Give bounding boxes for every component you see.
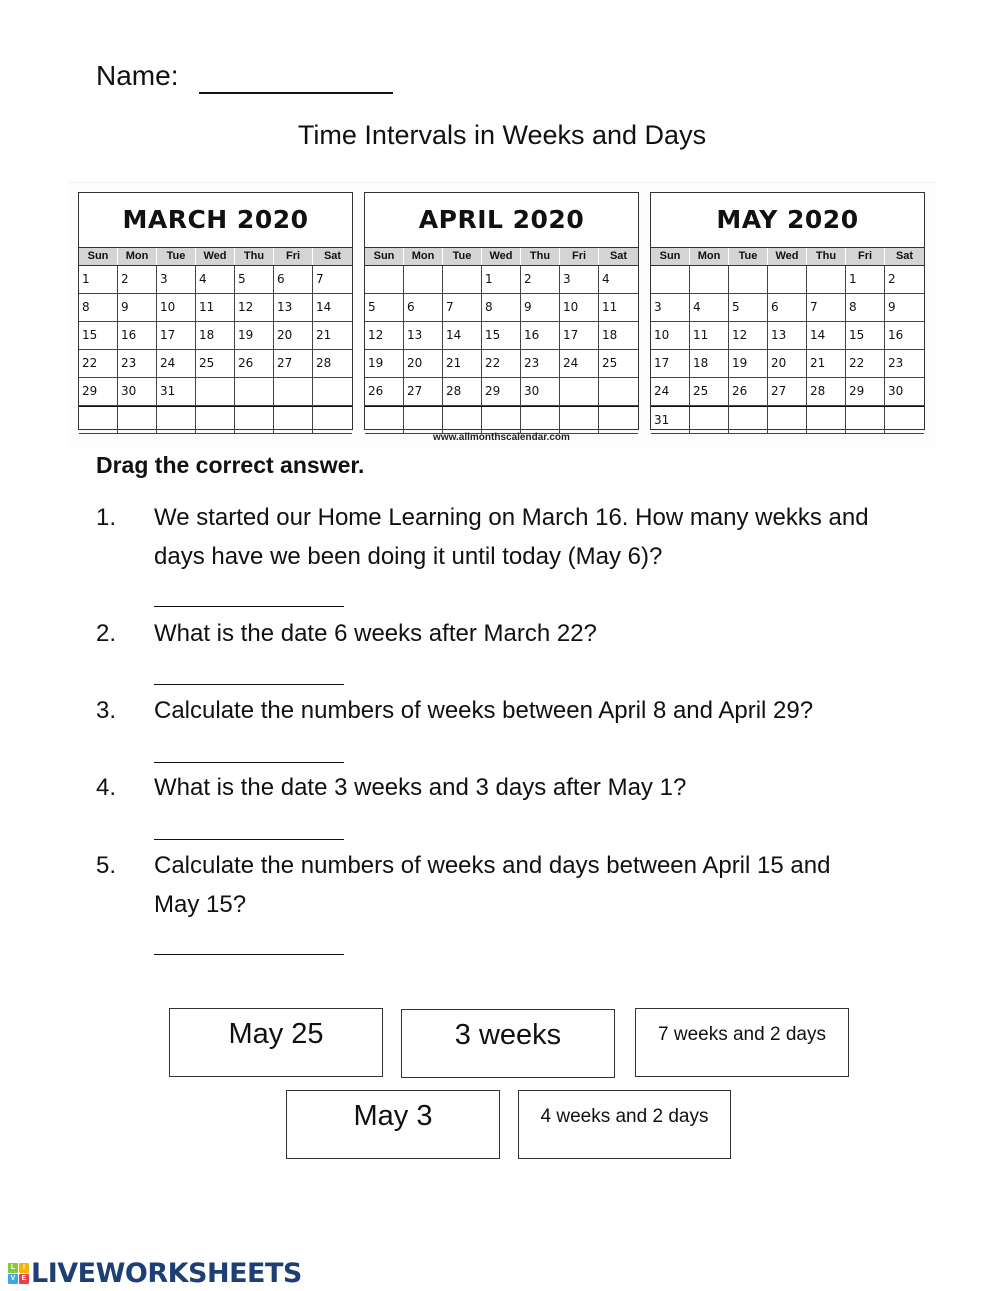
brand-name: LIVEWORKSHEETS xyxy=(31,1258,302,1289)
weekday-label: Sat xyxy=(323,250,342,262)
weekday-label: Fri xyxy=(274,248,313,265)
day-cell: 5 xyxy=(729,294,768,322)
day-cell: 4 xyxy=(196,266,235,294)
question-number: 5. xyxy=(96,852,117,879)
answer-card-may-3[interactable] xyxy=(286,1090,500,1159)
answer-card-label: 7 weeks and 2 days xyxy=(658,1023,826,1045)
weekday-label: Mon xyxy=(404,248,443,265)
day-cell: 16 xyxy=(118,322,157,350)
weekday-header xyxy=(79,248,352,266)
day-cell xyxy=(196,378,235,406)
day-cell xyxy=(768,266,807,294)
day-cell xyxy=(560,406,599,434)
day-cell: 29 xyxy=(79,378,118,406)
day-cell: 26 xyxy=(235,350,274,378)
day-cell: 12 xyxy=(365,322,404,350)
answer-card-7-weeks-2-days[interactable] xyxy=(635,1008,849,1077)
calendar-days xyxy=(651,266,924,434)
weekday-label: Fri xyxy=(846,248,885,265)
weekday-label: Thu xyxy=(521,248,560,265)
day-cell: 5 xyxy=(235,266,274,294)
day-cell: 26 xyxy=(729,378,768,406)
day-cell: 18 xyxy=(690,350,729,378)
answer-card-may-25[interactable] xyxy=(169,1008,383,1077)
day-cell: 6 xyxy=(768,294,807,322)
day-cell xyxy=(807,406,846,434)
weekday-label: Tue xyxy=(443,248,482,265)
day-cell: 15 xyxy=(79,322,118,350)
day-cell: 3 xyxy=(651,294,690,322)
weekday-label: Thu xyxy=(807,248,846,265)
day-cell: 20 xyxy=(768,350,807,378)
logo-square-l: L xyxy=(8,1263,18,1273)
weekday-label: Sun xyxy=(79,248,118,265)
weekday-label: Fri xyxy=(560,248,599,265)
day-cell: 12 xyxy=(729,322,768,350)
day-cell: 6 xyxy=(274,266,313,294)
day-cell xyxy=(196,406,235,434)
question-text: What is the date 6 weeks after March 22? xyxy=(154,620,597,647)
day-cell: 12 xyxy=(235,294,274,322)
day-cell: 19 xyxy=(365,350,404,378)
day-cell: 28 xyxy=(313,350,352,378)
day-cell xyxy=(404,406,443,434)
day-cell xyxy=(599,378,638,406)
day-cell: 25 xyxy=(690,378,729,406)
question-text: Calculate the numbers of weeks between April 8 and April 29? xyxy=(154,697,814,724)
answer-card-4-weeks-2-days[interactable] xyxy=(518,1090,731,1159)
day-cell: 7 xyxy=(313,266,352,294)
day-cell: 19 xyxy=(729,350,768,378)
day-cell: 4 xyxy=(599,266,638,294)
day-cell xyxy=(885,406,924,434)
day-cell: 8 xyxy=(846,294,885,322)
calendar-title: APRIL 2020 xyxy=(365,193,638,248)
day-cell: 2 xyxy=(521,266,560,294)
day-cell xyxy=(768,406,807,434)
day-cell: 14 xyxy=(313,294,352,322)
day-cell: 20 xyxy=(404,350,443,378)
worksheet-title: Time Intervals in Weeks and Days xyxy=(297,120,707,150)
day-cell: 11 xyxy=(599,294,638,322)
day-cell: 7 xyxy=(443,294,482,322)
answer-card-label: 3 weeks xyxy=(454,1019,562,1051)
answer-drop-zone-2[interactable] xyxy=(154,684,344,685)
question-number: 3. xyxy=(96,697,117,724)
day-cell: 9 xyxy=(118,294,157,322)
day-cell: 22 xyxy=(846,350,885,378)
day-cell: 29 xyxy=(482,378,521,406)
calendar-april xyxy=(364,192,639,430)
day-cell: 22 xyxy=(79,350,118,378)
day-cell: 31 xyxy=(157,378,196,406)
day-cell: 10 xyxy=(560,294,599,322)
day-cell: 23 xyxy=(521,350,560,378)
day-cell: 21 xyxy=(443,350,482,378)
day-cell xyxy=(235,378,274,406)
calendar-days xyxy=(79,266,352,434)
day-cell: 8 xyxy=(482,294,521,322)
instructions: Drag the correct answer. xyxy=(96,452,365,478)
day-cell: 26 xyxy=(365,378,404,406)
day-cell: 16 xyxy=(885,322,924,350)
question-number: 4. xyxy=(96,774,117,801)
live-squares-icon xyxy=(8,1263,29,1284)
day-cell: 11 xyxy=(196,294,235,322)
day-cell: 13 xyxy=(768,322,807,350)
weekday-label: Sat xyxy=(609,250,628,262)
day-cell: 10 xyxy=(157,294,196,322)
day-cell xyxy=(157,406,196,434)
day-cell xyxy=(651,266,690,294)
day-cell: 15 xyxy=(846,322,885,350)
day-cell: 9 xyxy=(885,294,924,322)
day-cell: 9 xyxy=(521,294,560,322)
day-cell: 23 xyxy=(118,350,157,378)
day-cell: 7 xyxy=(807,294,846,322)
day-cell: 28 xyxy=(443,378,482,406)
day-cell xyxy=(274,378,313,406)
day-cell: 6 xyxy=(404,294,443,322)
answer-drop-zone-4[interactable] xyxy=(154,839,344,840)
day-cell: 4 xyxy=(690,294,729,322)
day-cell: 25 xyxy=(196,350,235,378)
day-cell: 24 xyxy=(157,350,196,378)
day-cell: 14 xyxy=(443,322,482,350)
day-cell: 29 xyxy=(846,378,885,406)
day-cell: 13 xyxy=(404,322,443,350)
day-cell xyxy=(599,406,638,434)
answer-card-label: May 25 xyxy=(228,1018,324,1050)
day-cell xyxy=(235,406,274,434)
day-cell: 17 xyxy=(651,350,690,378)
weekday-label: Sun xyxy=(651,248,690,265)
day-cell xyxy=(404,266,443,294)
weekday-label: Tue xyxy=(157,248,196,265)
liveworksheets-logo[interactable] xyxy=(8,1258,302,1289)
day-cell: 1 xyxy=(846,266,885,294)
day-cell: 22 xyxy=(482,350,521,378)
day-cell: 2 xyxy=(885,266,924,294)
day-cell: 30 xyxy=(118,378,157,406)
weekday-label: Mon xyxy=(118,248,157,265)
day-cell: 21 xyxy=(807,350,846,378)
calendar-title: MAY 2020 xyxy=(651,193,924,248)
day-cell: 1 xyxy=(79,266,118,294)
day-cell: 17 xyxy=(560,322,599,350)
answer-drop-zone-5[interactable] xyxy=(154,954,344,955)
weekday-header xyxy=(651,248,924,266)
answer-drop-zone-1[interactable] xyxy=(154,606,344,607)
day-cell: 19 xyxy=(235,322,274,350)
calendar-title: MARCH 2020 xyxy=(79,193,352,248)
day-cell: 3 xyxy=(560,266,599,294)
day-cell xyxy=(443,406,482,434)
calendar-days xyxy=(365,266,638,434)
weekday-label: Tue xyxy=(729,248,768,265)
weekday-label: Thu xyxy=(235,248,274,265)
day-cell: 3 xyxy=(157,266,196,294)
logo-square-v: V xyxy=(8,1274,18,1284)
day-cell xyxy=(560,378,599,406)
answer-card-label: 4 weeks and 2 days xyxy=(540,1105,709,1127)
day-cell: 30 xyxy=(885,378,924,406)
name-blank-line xyxy=(199,92,393,94)
day-cell xyxy=(690,406,729,434)
question-number: 2. xyxy=(96,620,117,647)
logo-square-e: E xyxy=(19,1274,29,1284)
weekday-label: Sat xyxy=(895,250,914,262)
day-cell: 31 xyxy=(651,406,690,434)
day-cell: 11 xyxy=(690,322,729,350)
name-label: Name: xyxy=(96,60,179,91)
question-text: What is the date 3 weeks and 3 days after May 1? xyxy=(154,774,687,801)
answer-card-3-weeks[interactable] xyxy=(401,1009,615,1078)
day-cell: 27 xyxy=(404,378,443,406)
logo-square-i: I xyxy=(19,1263,29,1273)
day-cell: 18 xyxy=(196,322,235,350)
question-text: Calculate the numbers of weeks and days between April 15 and May 15? xyxy=(154,852,831,918)
weekday-label: Sun xyxy=(365,248,404,265)
day-cell: 25 xyxy=(599,350,638,378)
day-cell: 15 xyxy=(482,322,521,350)
day-cell xyxy=(482,406,521,434)
day-cell xyxy=(365,406,404,434)
answer-card-label: May 3 xyxy=(353,1100,433,1132)
day-cell: 8 xyxy=(79,294,118,322)
day-cell: 23 xyxy=(885,350,924,378)
day-cell xyxy=(365,266,404,294)
calendar-march xyxy=(78,192,353,430)
day-cell xyxy=(443,266,482,294)
day-cell xyxy=(521,406,560,434)
day-cell xyxy=(729,266,768,294)
day-cell xyxy=(807,266,846,294)
weekday-label: Wed xyxy=(768,248,807,265)
calendar-may xyxy=(650,192,925,430)
day-cell: 5 xyxy=(365,294,404,322)
calendar-source-url: www.allmonthscalendar.com xyxy=(433,432,570,443)
day-cell: 27 xyxy=(274,350,313,378)
day-cell: 27 xyxy=(768,378,807,406)
weekday-header xyxy=(365,248,638,266)
day-cell: 13 xyxy=(274,294,313,322)
day-cell xyxy=(690,266,729,294)
day-cell xyxy=(79,406,118,434)
day-cell xyxy=(313,406,352,434)
day-cell: 16 xyxy=(521,322,560,350)
day-cell xyxy=(846,406,885,434)
answer-drop-zone-3[interactable] xyxy=(154,762,344,763)
weekday-label: Wed xyxy=(482,248,521,265)
day-cell: 10 xyxy=(651,322,690,350)
weekday-label: Mon xyxy=(690,248,729,265)
day-cell xyxy=(313,378,352,406)
day-cell: 21 xyxy=(313,322,352,350)
day-cell: 30 xyxy=(521,378,560,406)
day-cell: 24 xyxy=(560,350,599,378)
question-number: 1. xyxy=(96,504,117,531)
day-cell xyxy=(118,406,157,434)
day-cell xyxy=(729,406,768,434)
weekday-label: Wed xyxy=(196,248,235,265)
day-cell: 1 xyxy=(482,266,521,294)
day-cell: 20 xyxy=(274,322,313,350)
day-cell: 28 xyxy=(807,378,846,406)
question-text: We started our Home Learning on March 16. How many wekks and days have we been doing it until today (May 6)? xyxy=(154,504,869,570)
day-cell: 18 xyxy=(599,322,638,350)
day-cell: 14 xyxy=(807,322,846,350)
day-cell xyxy=(274,406,313,434)
day-cell: 17 xyxy=(157,322,196,350)
day-cell: 2 xyxy=(118,266,157,294)
day-cell: 24 xyxy=(651,378,690,406)
